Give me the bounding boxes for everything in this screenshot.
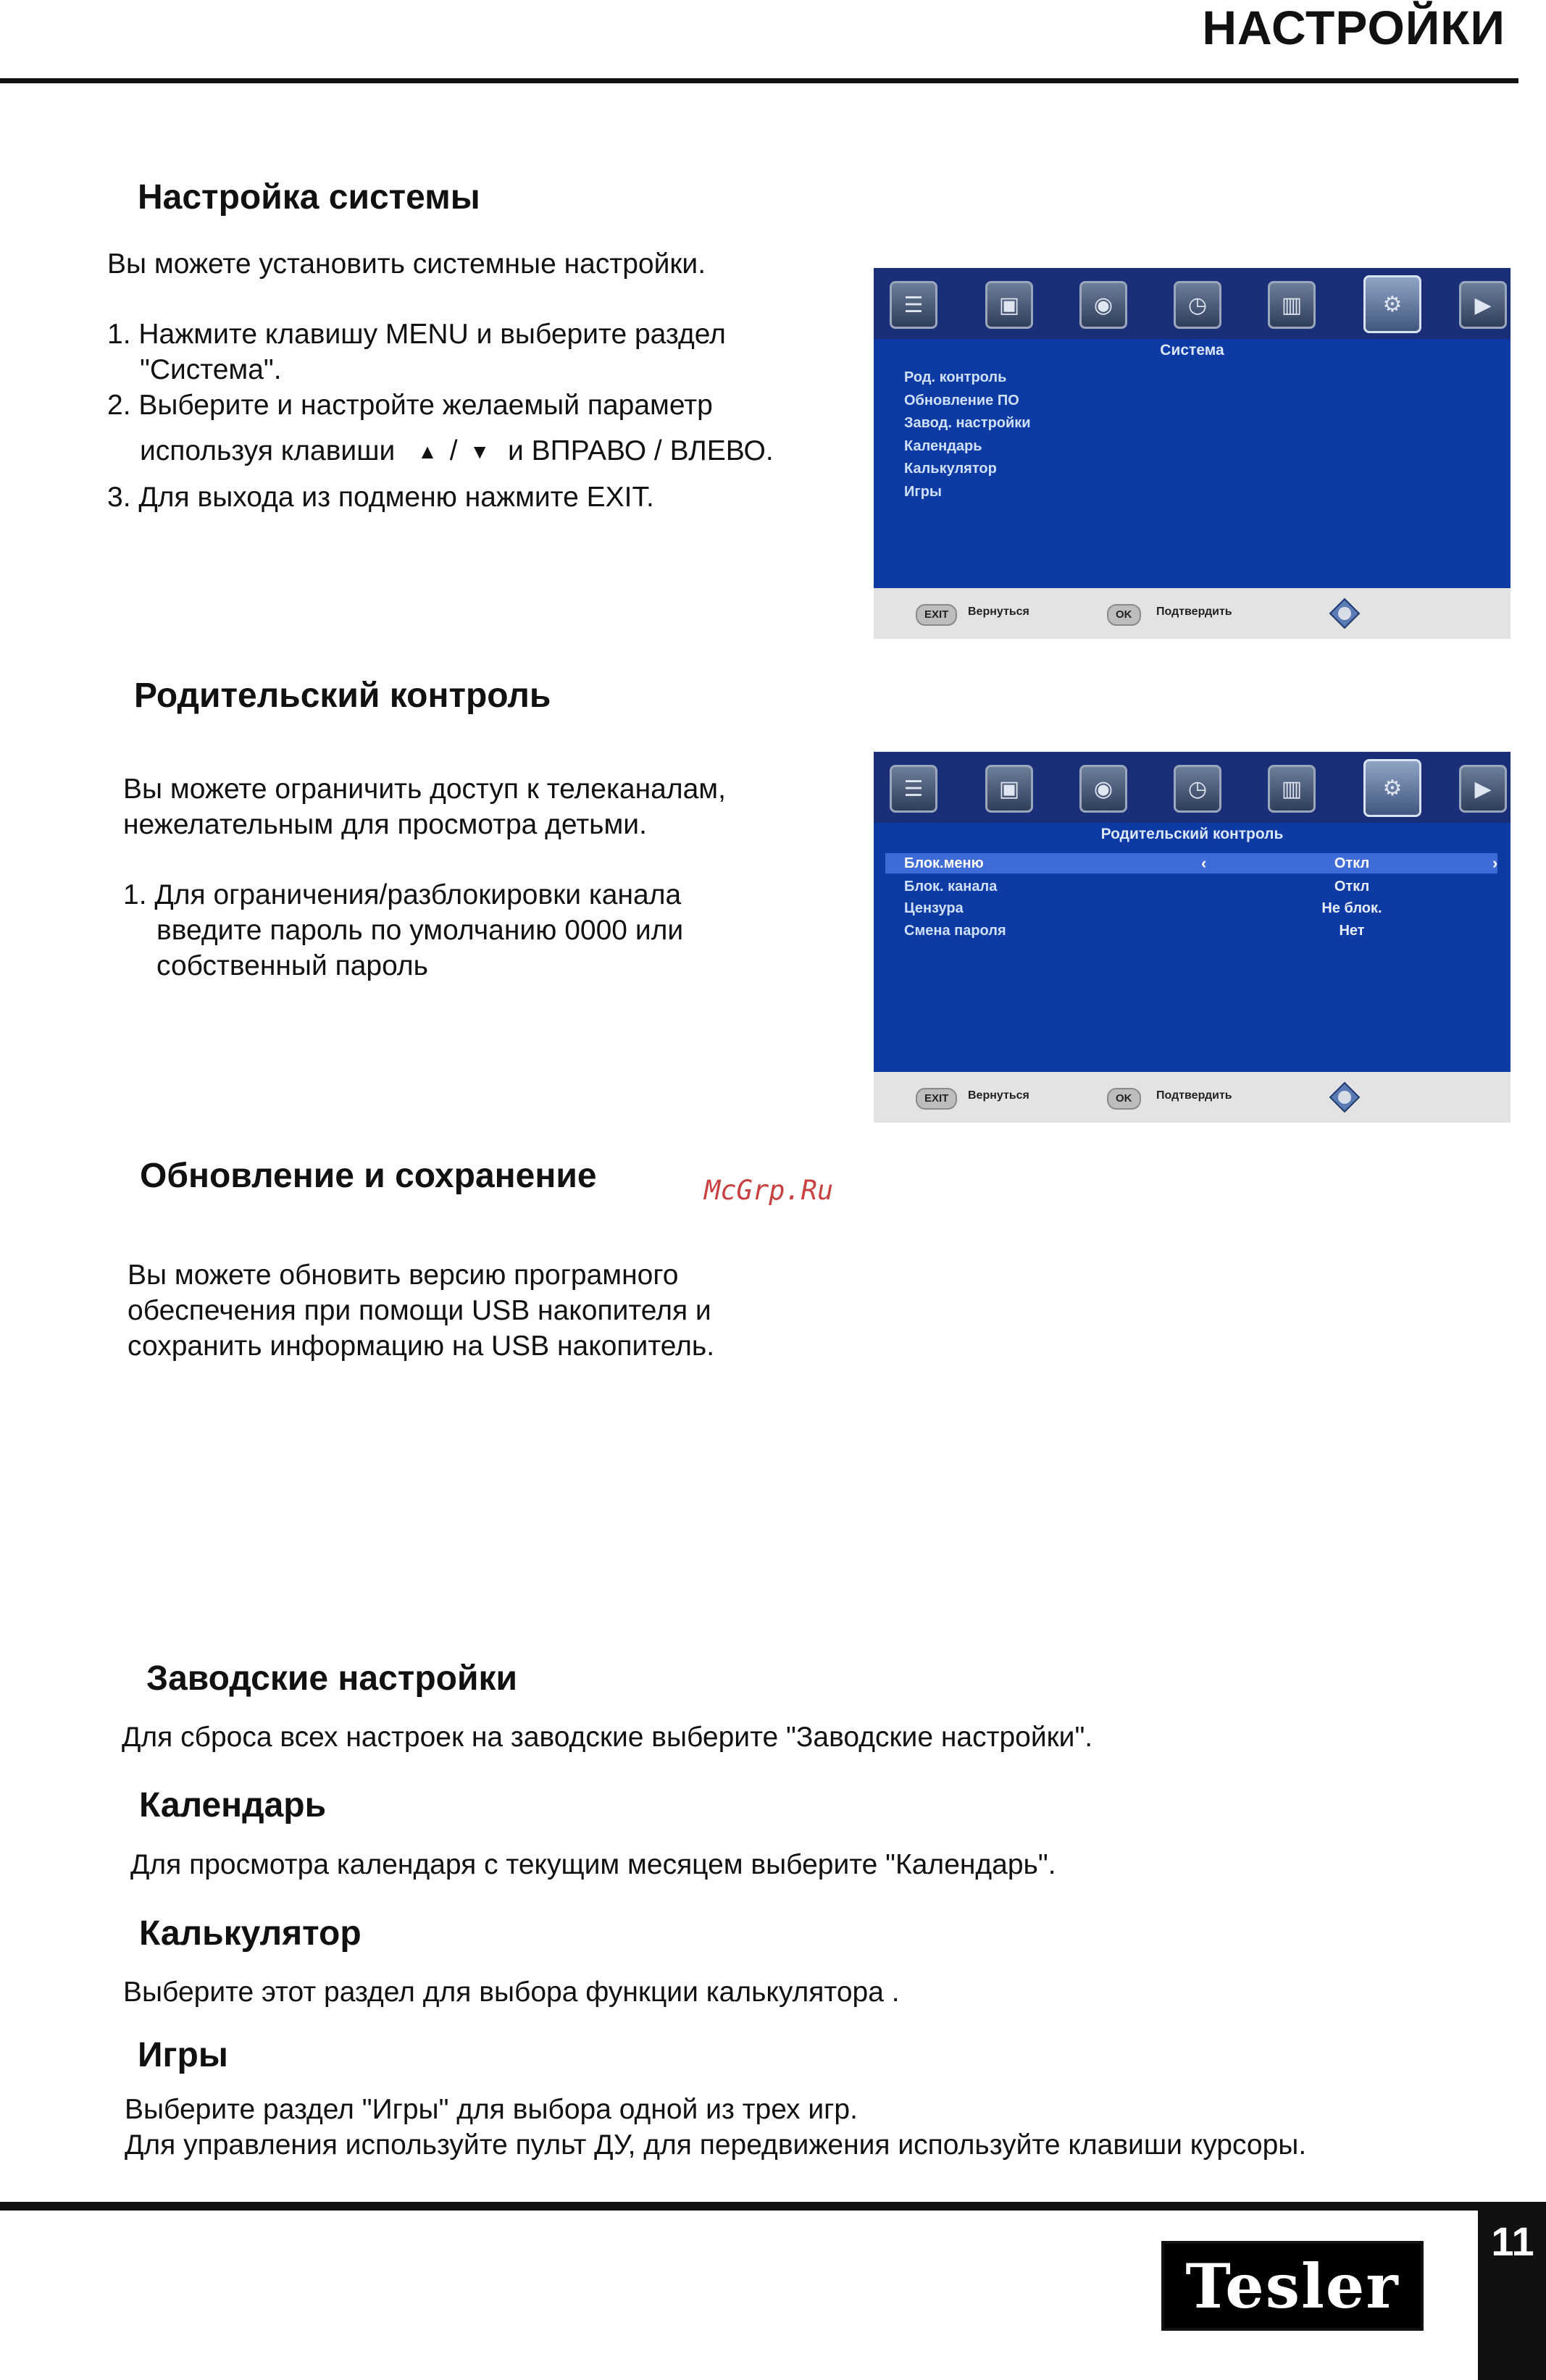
row-censorship-value: Не блок. bbox=[1321, 900, 1382, 916]
dpad-icon bbox=[1329, 598, 1361, 629]
parental-step1b: введите пароль по умолчанию 0000 или bbox=[156, 915, 684, 946]
media-icon: ▶ bbox=[1459, 281, 1507, 329]
calendar-heading: Календарь bbox=[139, 1786, 327, 1824]
exit-key: EXIT bbox=[916, 604, 957, 626]
dpad-icon bbox=[1329, 1081, 1361, 1113]
row-change-password-value: Нет bbox=[1339, 923, 1365, 939]
arrow-down-icon: ▼ bbox=[469, 440, 490, 463]
parental-step1c: собственный пароль bbox=[156, 950, 428, 981]
calculator-heading: Калькулятор bbox=[139, 1914, 362, 1953]
system-intro: Вы можете установить системные настройки. bbox=[107, 248, 706, 280]
menu-item-parental[interactable]: Род. контроль bbox=[904, 369, 1007, 385]
channel-list-icon: ☰ bbox=[890, 281, 937, 329]
watermark-text: McGrp.Ru bbox=[704, 1175, 834, 1206]
games-heading: Игры bbox=[138, 2036, 228, 2074]
update-line2: обеспечения при помощи USB накопителя и bbox=[128, 1295, 711, 1326]
system-step2b-mid: / bbox=[449, 435, 458, 466]
row-channel-lock-value: Откл bbox=[1334, 879, 1370, 894]
update-heading: Обновление и сохранение bbox=[140, 1157, 597, 1195]
media-icon: ▶ bbox=[1459, 765, 1507, 813]
system-step1b: "Система". bbox=[140, 354, 282, 385]
ok-label: Подтвердить bbox=[1156, 606, 1232, 618]
menu-item-games[interactable]: Игры bbox=[904, 484, 943, 500]
update-line1: Вы можете обновить версию програмного bbox=[128, 1260, 679, 1291]
menu-item-calculator[interactable]: Калькулятор bbox=[904, 461, 997, 477]
ok-label: Подтвердить bbox=[1156, 1089, 1232, 1102]
update-line3: сохранить информацию на USB накопитель. bbox=[128, 1331, 715, 1362]
menu-icon-bar bbox=[874, 752, 1511, 823]
screen1-title: Система bbox=[1160, 342, 1224, 359]
system-step2b-post: и ВПРАВО / ВЛЕВО. bbox=[507, 435, 774, 466]
page-number: 11 bbox=[1491, 2218, 1534, 2264]
menu-item-factory[interactable]: Завод. настройки bbox=[904, 415, 1031, 431]
chevron-left-icon[interactable]: ‹ bbox=[1201, 854, 1207, 872]
parental-intro2: нежелательным для просмотра детьми. bbox=[123, 809, 647, 840]
row-change-password[interactable]: Смена пароля bbox=[904, 923, 1006, 939]
row-censorship[interactable]: Цензура bbox=[904, 900, 964, 916]
screen2-title: Родительский контроль bbox=[1100, 826, 1284, 842]
exit-label: Вернуться bbox=[968, 1089, 1029, 1102]
exit-key: EXIT bbox=[916, 1088, 957, 1110]
footer-divider bbox=[0, 2202, 1546, 2211]
system-gears-icon: ⚙ bbox=[1363, 275, 1421, 333]
games-text1: Выберите раздел "Игры" для выбора одной из трех игр. bbox=[125, 2094, 858, 2125]
lock-icon: ▥ bbox=[1268, 765, 1316, 813]
system-step1a: 1. Нажмите клавишу MENU и выберите раздел bbox=[107, 319, 726, 350]
time-icon: ◷ bbox=[1174, 765, 1221, 813]
sound-icon: ◉ bbox=[1079, 765, 1127, 813]
channel-list-icon: ☰ bbox=[890, 765, 937, 813]
system-step2b bbox=[140, 433, 774, 470]
calendar-text: Для просмотра календаря с текущим месяцем выберите "Календарь". bbox=[130, 1849, 1056, 1880]
menu-icon-bar bbox=[874, 268, 1511, 339]
row-menu-lock-value: Откл bbox=[1334, 855, 1370, 871]
calculator-text: Выберите этот раздел для выбора функции калькулятора . bbox=[123, 1977, 900, 2008]
factory-heading: Заводские настройки bbox=[146, 1659, 517, 1698]
brand-logo-text: Tesler bbox=[1185, 2250, 1400, 2322]
factory-text: Для сброса всех настроек на заводские выберите "Заводские настройки". bbox=[122, 1722, 1093, 1753]
row-channel-lock[interactable]: Блок. канала bbox=[904, 879, 998, 894]
ok-key: OK bbox=[1107, 604, 1141, 626]
picture-icon: ▣ bbox=[985, 765, 1033, 813]
page-header-title: НАСТРОЙКИ bbox=[1202, 1, 1505, 54]
parental-heading: Родительский контроль bbox=[134, 676, 551, 715]
tv-menu-screen-system bbox=[874, 268, 1511, 639]
screen1-footer bbox=[874, 588, 1511, 639]
sound-icon: ◉ bbox=[1079, 281, 1127, 329]
time-icon: ◷ bbox=[1174, 281, 1221, 329]
picture-icon: ▣ bbox=[985, 281, 1033, 329]
menu-item-update[interactable]: Обновление ПО bbox=[904, 393, 1019, 408]
ok-key: OK bbox=[1107, 1088, 1141, 1110]
arrow-up-icon: ▲ bbox=[417, 440, 438, 463]
screen2-footer bbox=[874, 1072, 1511, 1123]
lock-icon: ▥ bbox=[1268, 281, 1316, 329]
header-divider bbox=[0, 78, 1518, 83]
games-text2: Для управления используйте пульт ДУ, для передвижения используйте клавиши курсоры. bbox=[125, 2129, 1307, 2161]
parental-intro1: Вы можете ограничить доступ к телеканалам, bbox=[123, 774, 726, 805]
system-step2a: 2. Выберите и настройте желаемый параметр bbox=[107, 390, 713, 421]
row-menu-lock[interactable]: Блок.меню bbox=[904, 855, 984, 871]
system-gears-icon: ⚙ bbox=[1363, 759, 1421, 817]
system-step2b-pre: используя клавиши bbox=[140, 435, 396, 466]
brand-logo bbox=[1161, 2241, 1424, 2331]
menu-item-calendar[interactable]: Календарь bbox=[904, 438, 982, 454]
parental-step1a: 1. Для ограничения/разблокировки канала bbox=[123, 879, 682, 910]
exit-label: Вернуться bbox=[968, 606, 1029, 618]
chevron-right-icon[interactable]: › bbox=[1492, 854, 1498, 872]
system-step3: 3. Для выхода из подменю нажмите EXIT. bbox=[107, 482, 654, 513]
tv-menu-screen-parental bbox=[874, 752, 1511, 1123]
system-heading: Настройка системы bbox=[138, 178, 480, 217]
